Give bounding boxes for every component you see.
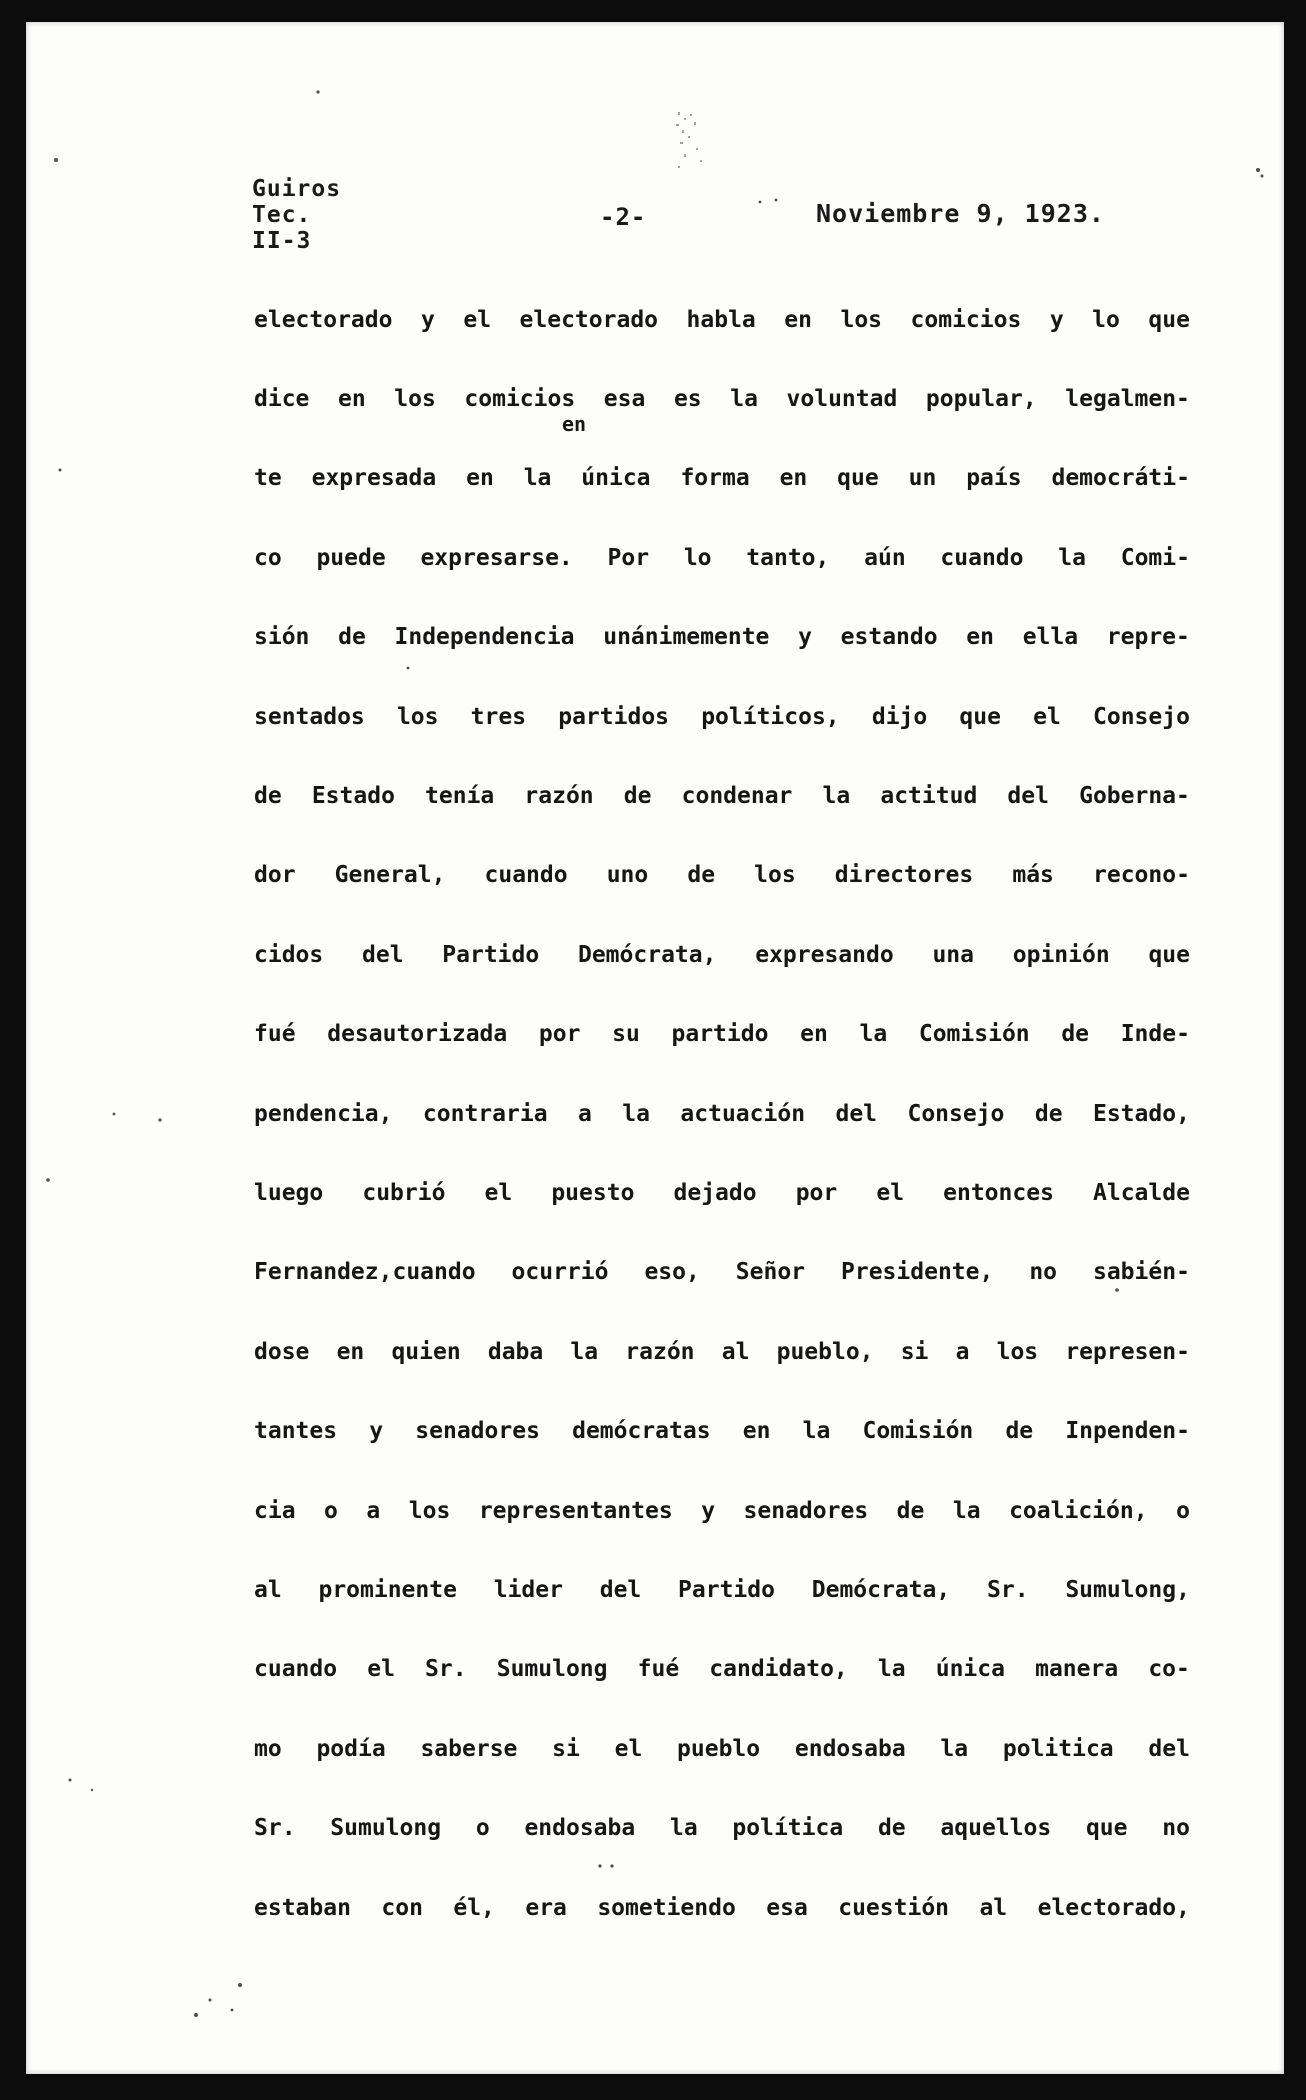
text-line: sentados los tres partidos políticos, dijo que el Consejo [254, 703, 1190, 730]
text-line: al prominente lider del Partido Demócrata, Sr. Sumulong, [254, 1576, 1190, 1603]
text-line: Sr. Sumulong o endosaba la política de aquellos que no [254, 1815, 1190, 1842]
text-line: fué desautorizada por su partido en la Comisión de Inde- [254, 1021, 1190, 1048]
text-line: te expresada en la única forma en que un país democráti- [254, 465, 1190, 492]
text-line: pendencia, contraria a la actuación del Consejo de Estado, [254, 1100, 1190, 1127]
text-line: de Estado tenía razón de condenar la actitud del Goberna- [254, 783, 1190, 810]
header-reference-block [252, 176, 341, 254]
handwritten-insertion: en [562, 412, 587, 436]
document-date: Noviembre 9, 1923. [816, 199, 1105, 228]
header-line: II-3 [252, 228, 312, 254]
text-line: electorado y el electorado habla en los comicios y lo que [254, 306, 1190, 333]
page-number: -2- [600, 203, 647, 231]
text-line: estaban con él, era sometiendo esa cuestión al electorado, [254, 1894, 1190, 1921]
text-line: mo podía saberse si el pueblo endosaba la politica del [254, 1735, 1190, 1762]
text-line: tantes y senadores demócratas en la Comisión de Inpenden- [254, 1418, 1190, 1445]
text-line: Fernandez,cuando ocurrió eso, Señor Presidente, no sabién- [254, 1259, 1190, 1286]
text-line: luego cubrió el puesto dejado por el entonces Alcalde [254, 1179, 1190, 1206]
header-line: Guiros [252, 176, 342, 202]
text-line: sión de Independencia unánimemente y estando en ella repre- [254, 624, 1190, 651]
faint-stamp-mark [670, 108, 710, 188]
text-line: dice en los comicios esa es la voluntad popular, legalmen- [254, 386, 1190, 413]
text-line: cuando el Sr. Sumulong fué candidato, la única manera co- [254, 1656, 1190, 1683]
text-line: cia o a los representantes y senadores de la coalición, o [254, 1497, 1190, 1524]
text-line: co puede expresarse. Por lo tanto, aún cuando la Comi- [254, 544, 1190, 571]
text-line: cidos del Partido Demócrata, expresando una opinión que [254, 941, 1190, 968]
header-line: Tec. [252, 202, 312, 228]
text-line: dose en quien daba la razón al pueblo, si a los represen- [254, 1338, 1190, 1365]
body-text [254, 280, 1190, 1947]
text-line: dor General, cuando uno de los directores más recono- [254, 862, 1190, 889]
